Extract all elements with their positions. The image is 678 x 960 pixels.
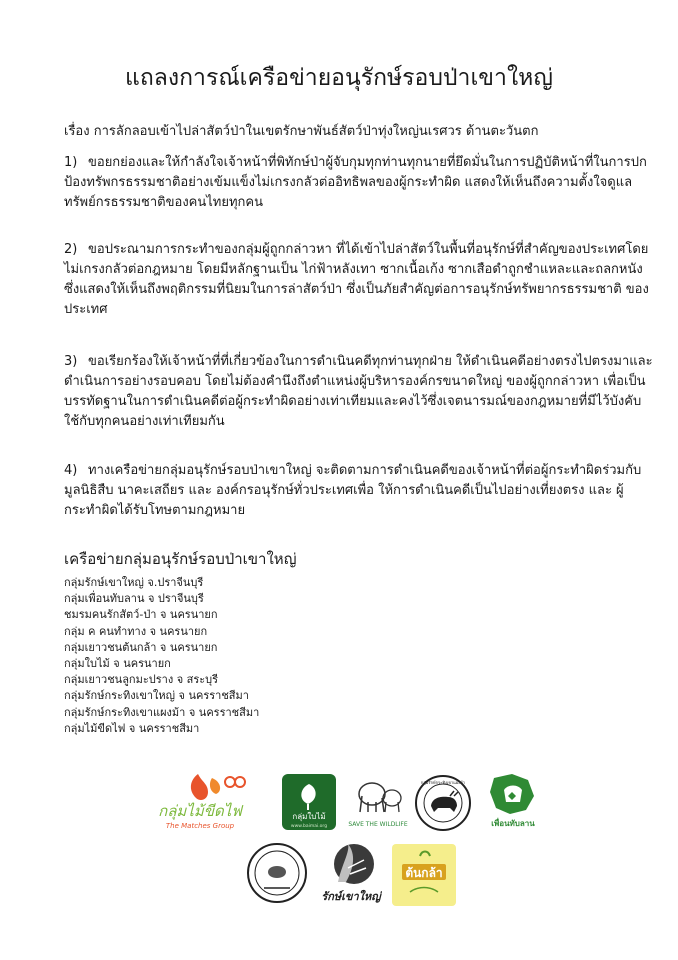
list-item: กลุ่มรักษ์กระทิงเขาใหญ่ จ นครราชสีมา [64, 689, 249, 703]
svg-text:SAVE THE WILDLIFE [348, 821, 408, 828]
paragraph-number: 2) [64, 242, 78, 257]
paragraph-2 [64, 240, 656, 320]
page-title: แถลงการณ์เครือข่ายอนุรักษ์รอบป่าเขาใหญ่ [125, 65, 553, 91]
svg-text:The Matches Group [166, 822, 235, 830]
save-wildlife-text: SAVE THE WILDLIFE [348, 821, 408, 828]
network-member-list [64, 575, 484, 737]
paragraph-number: 3) [64, 354, 78, 369]
svg-text:เพื่อนทับลาน [491, 817, 535, 828]
matches-group-sub: The Matches Group [165, 822, 235, 830]
svg-text:กลุ่มไม้ขีดไฟ [158, 802, 244, 820]
network-title: เครือข่ายกลุ่มอนุรักษ์รอบป่าเขาใหญ่ [64, 550, 297, 568]
baimai-logo [282, 774, 336, 830]
list-item: กลุ่มเยาวชนลูกมะปราง จ สระบุรี [64, 673, 219, 687]
svg-text:ต้นกล้า [405, 866, 442, 880]
paragraph-1 [64, 153, 656, 213]
tublan-logo [482, 770, 544, 832]
baimai-url: www.baimai.org [290, 824, 328, 829]
paragraph-text: ทางเครือข่ายกลุ่มอนุรักษ์รอบป่าเขาใหญ่ จะติดตามการดำเนินคดีของเจ้าหน้าที่ต่อผู้กระทำผิดร่วมกับมูลนิธิสืบ นาคะเสถียร และ องค์กรอนุรักษ์ทั่วประเทศเพื่อ ให้การดำเนินคดีเป็นไปอย่างเที่ยงตรง และ ผู้กระทำผิดได้รับโทษตามกฎหมาย [64, 463, 642, 518]
list-item: กลุ่มไม้ขีดไฟ จ นครราชสีมา [64, 721, 200, 735]
paragraph-text: ขอยกย่องและให้กำลังใจเจ้าหน้าที่พิทักษ์ป่าผู้จับกุมทุกท่านทุกนายที่ยึดมั่นในการปฏิบัติหน้าที่ในการปกป้องทรัพกรธรรมชาติอย่างเข้มแข็งไม่เกรงกลัวต่ออิทธิพลของผู้กระทำผิด แสดงให้เห็นถึงความตั้งใจดูแลทรัพย์กรธรรมชาติของคนไทยทุกคน [64, 155, 647, 210]
list-item: กลุ่ม ค คนทำทาง จ นครนายก [64, 624, 208, 638]
list-item: กลุ่มรักษ์เขาใหญ่ จ.ปราจีนบุรี [64, 576, 204, 589]
svg-text:รักษ์เขาใหญ่ [321, 889, 382, 903]
list-item: กลุ่มเพื่อนทับลาน จ ปราจีนบุรี [64, 592, 204, 606]
list-item: ชมรมคนรักสัตว์-ป่า จ นครนายก [64, 608, 218, 622]
gaur-group-logo [414, 774, 472, 832]
paragraph-number: 4) [64, 463, 78, 478]
subject-line: เรื่อง การลักลอบเข้าไปล่าสัตว์ป่าในเขตรักษาพันธ์สัตว์ป่าทุ่งใหญ่นเรศวร ด้านตะวันตก [64, 124, 539, 139]
paragraph-number: 1) [64, 155, 78, 170]
tonkla-name: ต้นกล้า [405, 866, 443, 880]
rak-khao-yai-logo [320, 842, 382, 906]
list-item: กลุ่มใบไม้ จ นครนายก [64, 657, 171, 671]
svg-text:กลุ่มใบไม้ [292, 812, 325, 821]
network-section [64, 547, 484, 737]
tublan-name: เพื่อนทับลาน [491, 819, 535, 828]
paragraph-text: ขอประณามการกระทำของกลุ่มผู้ถูกกล่าวหา ที่ได้เข้าไปล่าสัตว์ในพื้นที่อนุรักษ์ที่สำคัญของประเทศโดยไม่เกรงกลัวต่อกฎหมาย โดยมีหลักฐานเป็น ไก่ฟ้าหลังเทา ซากเนื้อเก้ง ซากเสือดำถูกชำแหละและถลกหนัง ซึ่งแสดงให้เห็นถึงพฤติกรรมที่นิยมในการล่าสัตว์ป่า ซึ่งเป็นภัยสำคัญต่อการอนุรักษ์ทรัพยากรธรรมชาติ ของประเทศ [64, 242, 649, 317]
gaur-group-name: กลุ่มรักษ์กระทิงเขาแผงม้า [420, 780, 466, 785]
paragraph-3 [64, 352, 656, 432]
rak-khao-yai-name: รักษ์เขาใหญ่ [321, 890, 381, 903]
paragraph-text: ขอเรียกร้องให้เจ้าหน้าที่ที่เกี่ยวข้องในการดำเนินคดีทุกท่านทุกฝ่าย ให้ดำเนินคดีอย่างตรงไปตรงมาและดำเนินการอย่างรอบคอบ โดยไม่ต้องคำนึงถึงตำแหน่งผู้บริหารองค์กรขนาดใหญ่ ของผู้ถูกกล่าวหา เพื่อเป็นบรรทัดฐานในการดำเนินคดีต่อผู้กระทำผิดอย่างเท่าเทียมและคงไว้ซึ่งเจตนารมณ์ของกฎหมายที่มีไว้บังคับใช้กับทุกคนอย่างเท่าเทียมกัน [64, 354, 653, 429]
save-wildlife-logo [348, 772, 408, 830]
matches-group-logo [138, 770, 262, 832]
list-item: กลุ่มเยาวชนต้นกล้า จ นครนายก [64, 640, 218, 654]
list-item: กลุ่มรักษ์กระทิงเขาแผงม้า จ นครราชสีมา [64, 705, 260, 719]
svg-text:www.baimai.org [291, 823, 327, 829]
baimai-name: กลุ่มใบไม้ [292, 812, 326, 821]
round-seal-logo [246, 842, 308, 904]
matches-group-name: กลุ่มไม้ขีดไฟ [158, 802, 242, 820]
paragraph-4 [64, 461, 656, 521]
tonkla-logo [392, 844, 456, 906]
